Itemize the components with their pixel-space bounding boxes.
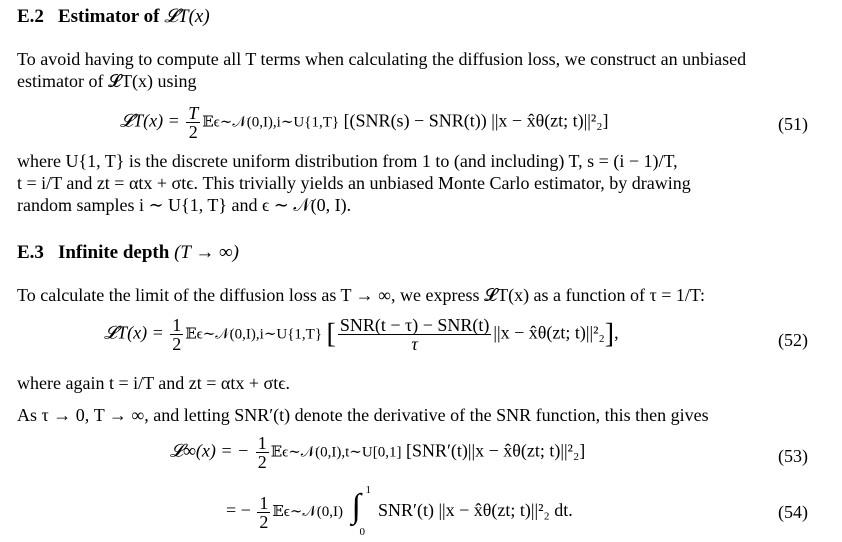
paragraph-2 (17, 150, 825, 216)
equation-end: , (614, 322, 619, 343)
text-line: where again t = i/T and zt = αtx + σtϵ. (17, 373, 290, 393)
section-title-math: (T → ∞) (174, 242, 240, 263)
fraction-denominator: 2 (257, 452, 267, 472)
fraction-denominator: τ (338, 334, 492, 353)
equation-lhs: 𝓛T(x) = (104, 322, 164, 343)
section-heading-e3 (17, 242, 239, 264)
equation-52 (0, 312, 842, 366)
fraction-denominator: 2 (172, 334, 182, 354)
fraction-denominator: 2 (259, 511, 269, 532)
equation-54 (0, 484, 842, 540)
section-title: Infinite depth (57, 242, 175, 263)
expectation-operator: 𝔼ϵ∼𝒩(0,I) (272, 504, 343, 521)
text-line: where U{1, T} is the discrete uniform distribution from 1 to (and including) T, s = (i − 1)/T, (17, 151, 678, 171)
fraction-numerator: 1 (172, 315, 182, 335)
equation-body (226, 484, 573, 538)
section-number: E.2 (17, 6, 44, 27)
equation-number: (53) (778, 446, 808, 466)
equation-number: (54) (778, 502, 808, 522)
equation-body (104, 316, 619, 353)
fraction-numerator: SNR(t − τ) − SNR(t) (339, 315, 490, 335)
integral (348, 484, 374, 538)
expectation-operator: 𝔼ϵ∼𝒩(0,I),i∼U{1,T} (185, 326, 323, 343)
section-title-math: 𝓛T(x) (164, 6, 210, 27)
text-line: t = i/T and zt = αtx + σtϵ. This trivially yields an unbiased Monte Carlo estimator, by drawing (17, 173, 691, 193)
equation-body (120, 104, 609, 141)
equation-term: [(SNR(s) − SNR(t)) ||x − x̂θ(zt; t)||²₂] (343, 110, 609, 131)
equation-term: ||x − x̂θ(zt; t)||²₂ (493, 322, 605, 343)
equation-number: (51) (778, 114, 808, 134)
integral-upper-limit: 1 (365, 484, 371, 496)
section-number: E.3 (17, 242, 44, 263)
paragraph-4 (17, 372, 825, 394)
fraction-numerator: 1 (257, 433, 267, 453)
fraction-denominator: 2 (186, 122, 200, 141)
inner-fraction (338, 316, 492, 353)
equation-53 (0, 432, 842, 478)
equation-term: [SNR′(t)||x − x̂θ(zt; t)||²₂] (405, 440, 586, 461)
open-bracket: [ (326, 318, 336, 350)
close-bracket: ] (604, 318, 615, 350)
fraction-numerator: 1 (259, 492, 269, 513)
fraction-numerator: T (188, 103, 199, 123)
expectation-operator: 𝔼ϵ∼𝒩(0,I),t∼U[0,1] (270, 444, 402, 461)
integral-sign-icon: ∫ (351, 488, 361, 525)
paragraph-1 (17, 48, 825, 92)
integral-lower-limit: 0 (359, 526, 365, 538)
equation-51 (0, 98, 842, 144)
fraction (256, 434, 269, 471)
paragraph-3 (17, 284, 825, 306)
text-line: random samples i ∼ U{1, T} and ϵ ∼ 𝒩(0, I). (17, 195, 352, 215)
section-heading-e2 (17, 6, 210, 28)
equation-lhs: 𝓛T(x) = (120, 110, 180, 131)
text-line: estimator of 𝓛T(x) using (17, 71, 197, 91)
section-title: Estimator of (57, 6, 165, 27)
fraction (170, 316, 183, 353)
expectation-operator: 𝔼ϵ∼𝒩(0,I),i∼U{1,T} (202, 114, 340, 131)
equation-term: SNR′(t) ||x − x̂θ(zt; t)||²₂ dt. (378, 500, 573, 521)
equation-number: (52) (778, 330, 808, 350)
paragraph-5 (17, 404, 825, 426)
equation-lhs: 𝓛∞(x) = − (170, 440, 250, 461)
fraction (257, 494, 270, 531)
equation-body (170, 434, 585, 471)
text-line: To calculate the limit of the diffusion loss as T → ∞, we express 𝓛T(x) as a function of τ = 1/T: (17, 285, 706, 305)
fraction (186, 104, 200, 141)
text-line: As τ → 0, T → ∞, and letting SNR′(t) denote the derivative of the SNR function, this then gives (17, 405, 709, 425)
text-line: To avoid having to compute all T terms when calculating the diffusion loss, we construct an unbiased (17, 49, 747, 69)
equation-lhs: = − (226, 500, 251, 521)
